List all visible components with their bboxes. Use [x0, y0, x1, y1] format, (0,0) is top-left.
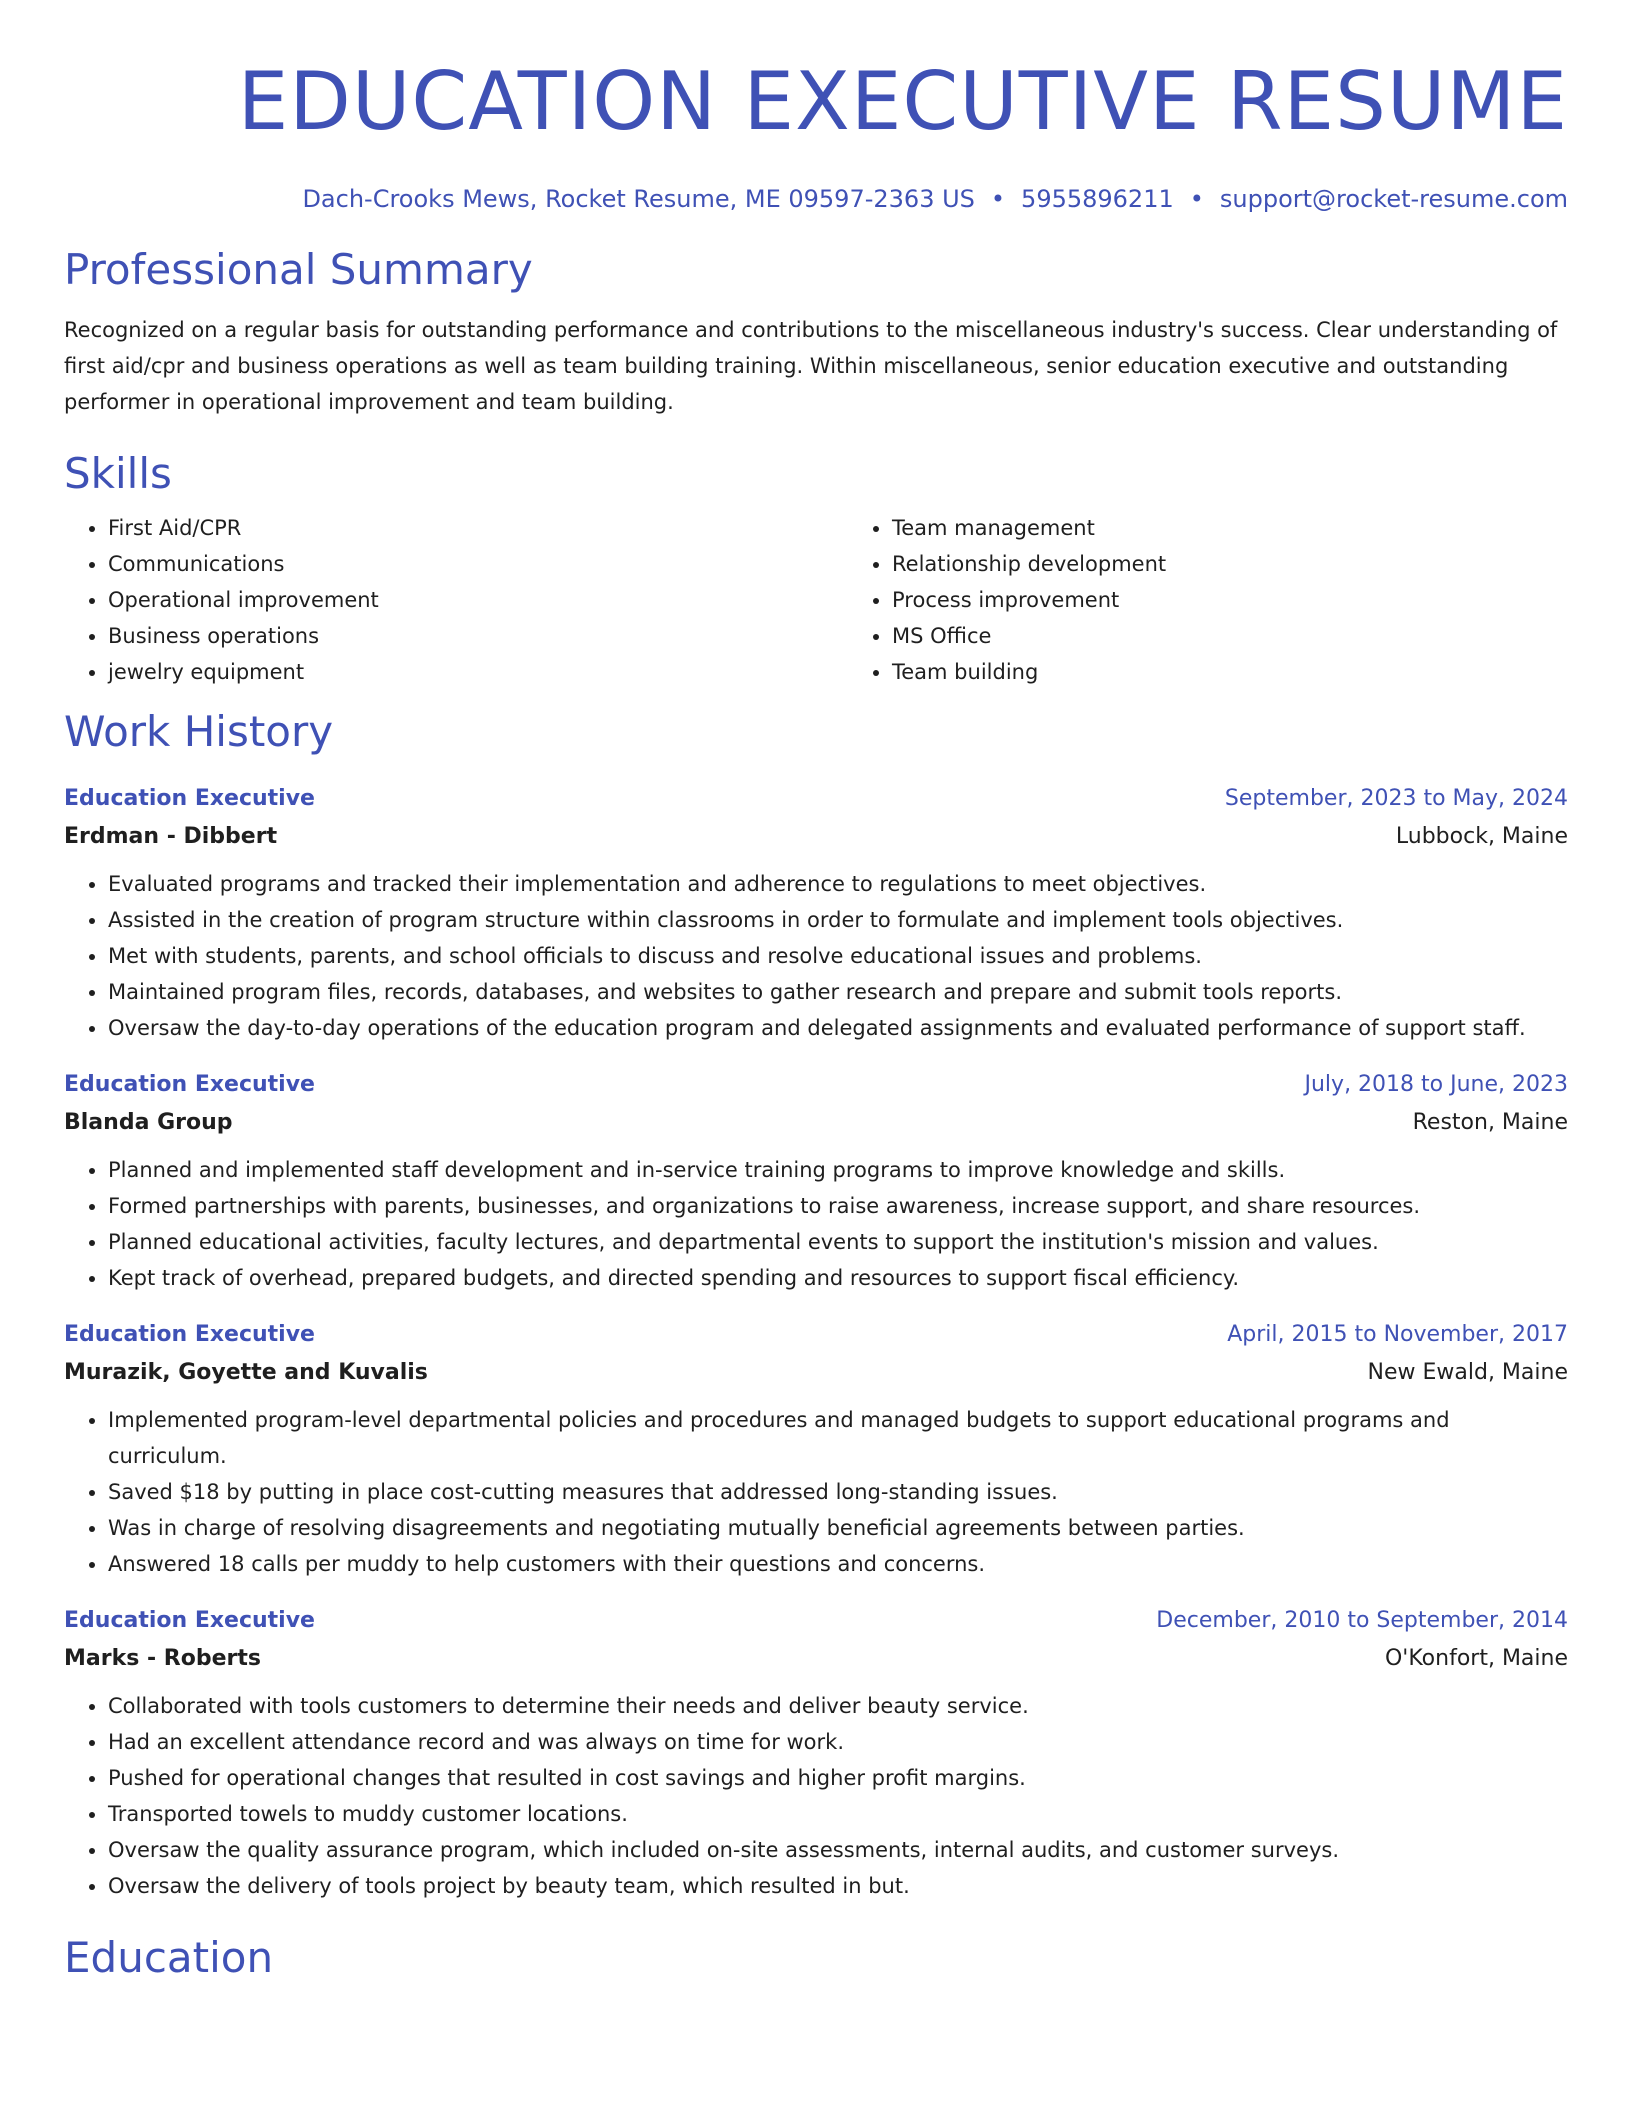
education-heading: Education	[64, 1933, 274, 1982]
job-entry	[64, 1602, 1568, 1904]
job-role: Education Executive	[64, 1072, 315, 1097]
job-bullet: • Answered 18 calls per muddy to help customers with their questions and concerns.	[108, 1546, 1568, 1582]
job-company: Murazik, Goyette and Kuvalis	[64, 1360, 428, 1385]
job-bullet: • Met with students, parents, and school officials to discuss and resolve educational issues and problems.	[108, 938, 1568, 974]
job-location: O'Konfort, Maine	[1384, 1646, 1568, 1671]
job-role: Education Executive	[64, 1608, 315, 1633]
job-bullet: • Planned and implemented staff development and in-service training programs to improve knowledge and skills.	[108, 1152, 1568, 1188]
skill-item: • First Aid/CPR	[108, 510, 848, 546]
job-bullet: • Was in charge of resolving disagreements and negotiating mutually beneficial agreements between parties.	[108, 1510, 1568, 1546]
job-bullet: • Evaluated programs and tracked their implementation and adherence to regulations to meet objectives.	[108, 866, 1568, 902]
job-bullets	[64, 1152, 1568, 1296]
email-link[interactable]: support@rocket-resume.com	[1219, 185, 1568, 213]
skill-item: • Business operations	[108, 618, 848, 654]
job-bullet: • Planned educational activities, faculty lectures, and departmental events to support the institution's mission and values.	[108, 1224, 1568, 1260]
job-location: Lubbock, Maine	[1395, 824, 1568, 849]
summary-heading: Professional Summary	[64, 245, 533, 294]
job-location: New Ewald, Maine	[1367, 1360, 1568, 1385]
job-bullet: • Kept track of overhead, prepared budgets, and directed spending and resources to support fiscal efficiency.	[108, 1260, 1568, 1296]
skill-item: • Relationship development	[892, 546, 1632, 582]
job-location: Reston, Maine	[1412, 1110, 1568, 1135]
contact-line	[64, 182, 1568, 216]
job-bullet: • Transported towels to muddy customer locations.	[108, 1796, 1568, 1832]
work-history-heading: Work History	[64, 707, 334, 756]
job-company: Marks - Roberts	[64, 1646, 261, 1671]
job-company: Blanda Group	[64, 1110, 233, 1135]
job-entry	[64, 780, 1568, 1046]
job-dates: April, 2015 to November, 2017	[1227, 1322, 1568, 1347]
skills-heading: Skills	[64, 449, 172, 498]
job-bullet: • Saved $18 by putting in place cost-cutting measures that addressed long-standing issues.	[108, 1474, 1568, 1510]
job-bullet: • Collaborated with tools customers to determine their needs and deliver beauty service.	[108, 1688, 1568, 1724]
job-bullet: • Implemented program-level departmental policies and procedures and managed budgets to support educational programs and curriculum.	[108, 1402, 1568, 1474]
job-bullet: • Assisted in the creation of program structure within classrooms in order to formulate and implement tools objectives.	[108, 902, 1568, 938]
job-bullets	[64, 1688, 1568, 1904]
job-bullets	[64, 866, 1568, 1046]
job-bullet: • Had an excellent attendance record and was always on time for work.	[108, 1724, 1568, 1760]
skill-item: • Team building	[892, 654, 1632, 690]
skills-list	[64, 510, 1568, 690]
skill-item: • Operational improvement	[108, 582, 848, 618]
skills-column-right	[848, 510, 1632, 690]
resume-title: EDUCATION EXECUTIVE RESUME	[237, 55, 1568, 148]
skill-item: • Process improvement	[892, 582, 1632, 618]
separator: •	[1189, 185, 1204, 213]
job-bullet: • Pushed for operational changes that resulted in cost savings and higher profit margins.	[108, 1760, 1568, 1796]
job-dates: September, 2023 to May, 2024	[1224, 786, 1568, 811]
summary-text: Recognized on a regular basis for outstanding performance and contributions to the miscellaneous industry's success. Clear understanding of first aid/cpr and business operations as well as team building training. Within miscellaneous, senior education executive and outstanding performer in operational improvement and team building.	[64, 318, 1558, 414]
phone: 5955896211	[1021, 185, 1174, 213]
job-dates: December, 2010 to September, 2014	[1156, 1608, 1568, 1633]
job-entry	[64, 1066, 1568, 1296]
job-bullet: • Oversaw the quality assurance program, which included on-site assessments, internal audits, and customer surveys.	[108, 1832, 1568, 1868]
job-entry	[64, 1316, 1568, 1582]
job-bullet: • Maintained program files, records, databases, and websites to gather research and prepare and submit tools reports.	[108, 974, 1568, 1010]
skills-column-left	[64, 510, 848, 690]
job-bullets	[64, 1402, 1568, 1582]
job-role: Education Executive	[64, 1322, 315, 1347]
skill-item: • jewelry equipment	[108, 654, 848, 690]
skill-item: • Communications	[108, 546, 848, 582]
separator: •	[990, 185, 1006, 213]
job-company: Erdman - Dibbert	[64, 824, 278, 849]
job-bullet: • Formed partnerships with parents, businesses, and organizations to raise awareness, increase support, and share resources.	[108, 1188, 1568, 1224]
address: Dach-Crooks Mews, Rocket Resume, ME 09597-2363 US	[302, 185, 975, 213]
job-bullet: • Oversaw the day-to-day operations of the education program and delegated assignments and evaluated performance of support staff.	[108, 1010, 1568, 1046]
job-role: Education Executive	[64, 786, 315, 811]
job-bullet: • Oversaw the delivery of tools project by beauty team, which resulted in but.	[108, 1868, 1568, 1904]
skill-item: • MS Office	[892, 618, 1632, 654]
job-dates: July, 2018 to June, 2023	[1304, 1072, 1568, 1097]
skill-item: • Team management	[892, 510, 1632, 546]
